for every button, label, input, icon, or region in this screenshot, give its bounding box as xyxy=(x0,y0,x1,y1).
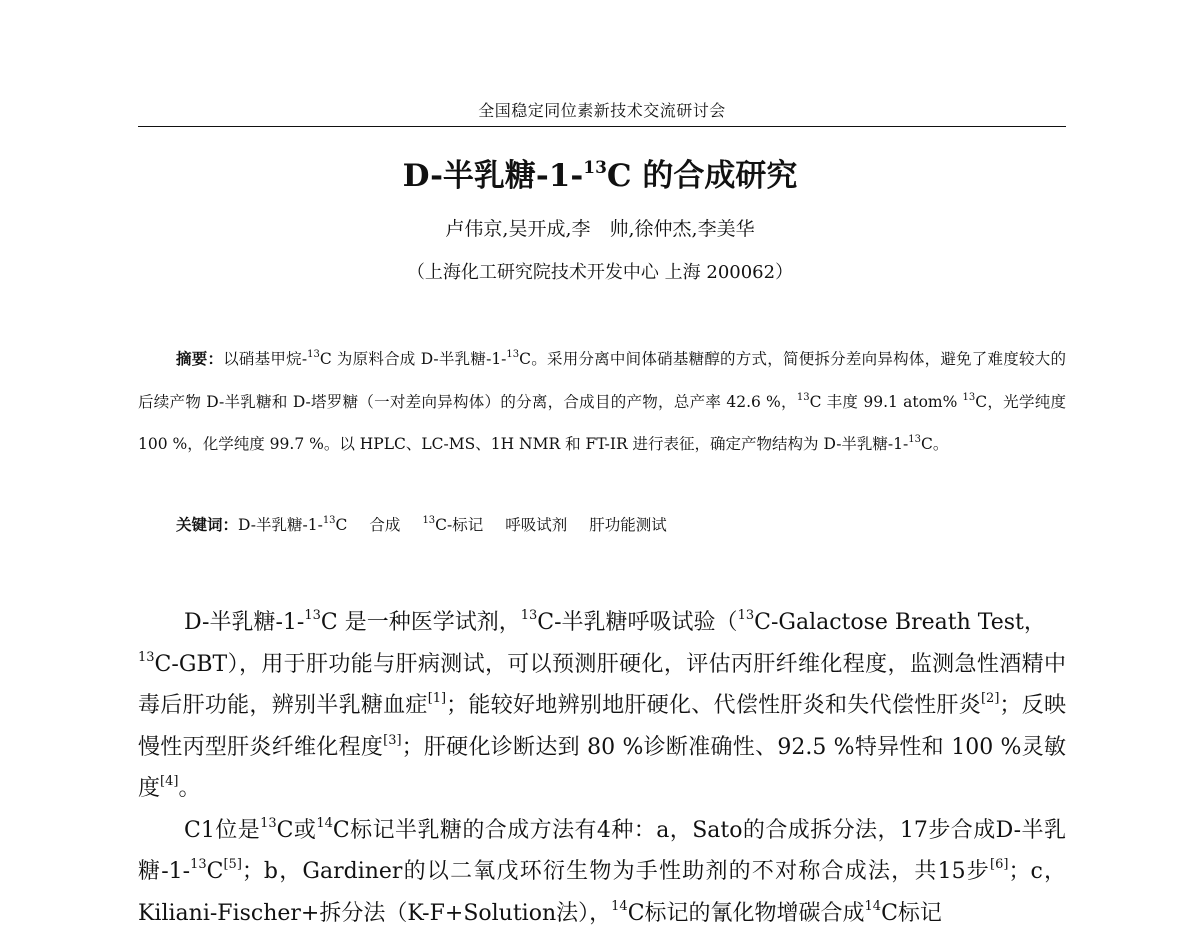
body-span: ；能较好地辨别地肝硬化、代偿性肝炎和失代偿性肝炎 xyxy=(446,693,981,718)
body-span: ；c，Kiliani-Fischer+拆分法（K-F+Solution法）， xyxy=(138,859,1066,926)
keyword-text: C xyxy=(335,516,348,534)
abstract-text: C 丰度 99.1 atom% xyxy=(809,392,963,411)
citation: [6] xyxy=(990,857,1009,872)
author-list: 卢伟京,吴开成,李 帅,徐仲杰,李美华 xyxy=(445,218,755,240)
body-span: C标记 xyxy=(881,900,942,926)
body-paragraph xyxy=(138,602,1066,810)
keyword: 合成 xyxy=(369,516,401,534)
superscript: 13 xyxy=(422,515,436,526)
title-text: D-半乳糖-1- xyxy=(402,158,584,194)
keyword: 呼吸试剂 xyxy=(505,516,568,534)
superscript: 13 xyxy=(322,515,336,526)
superscript: 13 xyxy=(796,391,810,403)
body-paragraph xyxy=(138,810,1066,935)
abstract-text: C。 xyxy=(921,435,949,453)
title-superscript: 13 xyxy=(583,158,607,178)
abstract-paragraph xyxy=(138,338,1066,466)
superscript: 13 xyxy=(307,349,320,360)
body-span: D-半乳糖-1- xyxy=(184,610,305,635)
abstract-text: C 为原料合成 D-半乳糖-1- xyxy=(319,350,507,368)
superscript: 14 xyxy=(864,898,882,914)
keyword xyxy=(422,516,483,534)
running-header: 全国稳定同位素新技术交流研讨会 xyxy=(478,101,726,120)
abstract-text: C。采用分离中间体硝基糖醇的方式，简便拆分差向异构体，避免了难度较大的后续产物 D-半乳糖和 D-塔罗糖（一对差向异构体）的分离，合成目的产物，总产率 42.6 %， xyxy=(138,350,1066,411)
affiliation: （上海化工研究院技术开发中心 上海 200062） xyxy=(406,262,794,283)
title-text: C 的合成研究 xyxy=(606,158,798,194)
citation: [1] xyxy=(427,691,447,706)
superscript: 13 xyxy=(520,608,538,623)
body-span: C标记半乳糖的合成方法有4种：a，Sato的合成拆分法，17步合成D-半乳糖-1- xyxy=(138,817,1066,884)
keywords-label: 关键词： xyxy=(176,515,239,534)
paper-title xyxy=(0,150,1200,195)
keyword-text: D-半乳糖-1- xyxy=(238,516,323,534)
citation: [5] xyxy=(223,857,242,872)
abstract-label: 摘要： xyxy=(176,349,224,368)
superscript: 13 xyxy=(260,815,277,831)
superscript: 13 xyxy=(908,434,922,445)
body-span: ；肝硬化诊断达到 80 %诊断准确性、92.5 %特异性和 100 %灵敏度 xyxy=(138,734,1066,801)
superscript: 13 xyxy=(304,608,321,623)
body-span: 。 xyxy=(178,776,201,801)
body-text xyxy=(138,602,1066,934)
body-span: C-Galactose Breath Test， xyxy=(754,610,1046,635)
abstract xyxy=(138,338,1066,466)
keyword xyxy=(238,516,347,534)
citation: [3] xyxy=(383,732,402,748)
superscript: 14 xyxy=(316,815,333,831)
header-rule xyxy=(138,126,1066,127)
superscript: 13 xyxy=(962,391,976,403)
citation: [4] xyxy=(160,774,179,789)
body-span: C1位是 xyxy=(184,817,261,843)
superscript: 13 xyxy=(506,349,520,360)
abstract-text: 以硝基甲烷- xyxy=(223,350,308,368)
superscript: 13 xyxy=(190,857,207,872)
superscript: 13 xyxy=(737,608,755,623)
superscript: 13 xyxy=(138,649,155,665)
keyword-text: C-标记 xyxy=(435,516,484,534)
citation: [2] xyxy=(980,691,1000,706)
keywords xyxy=(176,509,1066,541)
body-span: C或 xyxy=(276,817,317,843)
body-span: C-半乳糖呼吸试验（ xyxy=(537,610,738,635)
keyword: 肝功能测试 xyxy=(589,516,667,534)
abstract-text: C，光学纯度 100 %，化学纯度 99.7 %。以 HPLC、LC-MS、1H NMR 和 FT-IR 进行表征，确定产物结构为 D-半乳糖-1- xyxy=(138,392,1066,453)
body-span: ；b，Gardiner的以二氧戊环衍生物为手性助剂的不对称合成法，共15步 xyxy=(241,859,991,884)
body-span: C xyxy=(206,859,224,884)
body-span: C-GBT），用于肝功能与肝病测试，可以预测肝硬化，评估丙肝纤维化程度，监测急性酒精中毒后肝功能，辨别半乳糖血症 xyxy=(138,651,1066,718)
body-span: C 是一种医学试剂， xyxy=(320,610,521,635)
body-span: C标记的氰化物增碳合成 xyxy=(627,900,865,926)
body-span: ；反映慢性丙型肝炎纤维化程度 xyxy=(138,693,1066,760)
superscript: 14 xyxy=(611,898,628,914)
